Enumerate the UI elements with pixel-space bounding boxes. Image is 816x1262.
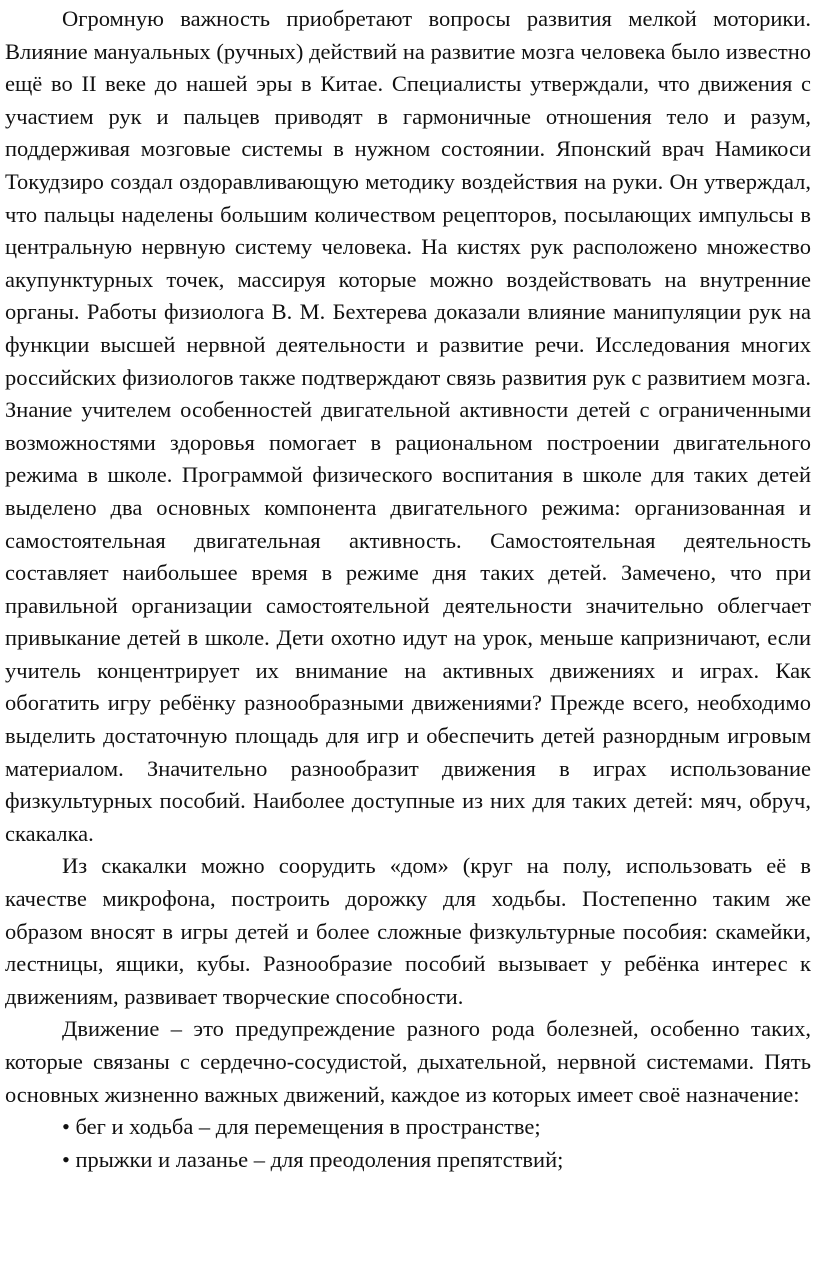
paragraph-fine-motor-skills: Огромную важность приобретают вопросы развития мелкой моторики. Влияние мануальных (ручных) действий на развитие мозга человека было известно ещё во II веке до нашей эры в Китае. Специалисты утверждали, что движения с участием рук и пальцев приводят в гармоничные отношения тело и разум, поддерживая мозговые системы в нужном состоянии. Японский врач Намикоси Токудзиро создал оздоравливающую методику воздействия на руки. Он утверждал, что пальцы наделены большим количеством рецепторов, посылающих импульсы в центральную нервную систему человека. На кистях рук расположено множество акупунктурных точек, массируя которые можно воздействовать на внутренние органы. Работы физиолога В. М. Бехтерева доказали влияние манипуляции рук на функции высшей нервной деятельности и развитие речи. Исследования многих российских физиологов также подтверждают связь развития рук с развитием мозга. Знание учителем особенностей двигательной активности детей с ограниченными возможностями здоровья помогает в рациональном построении двигательного режима в школе. Программой физического воспитания в школе для таких детей выделено два основных компонента двигательного режима: организованная и самостоятельная двигательная активность. Самостоятельная деятельность составляет наибольшее время в режиме дня таких детей. Замечено, что при правильной организации самостоятельной деятельности значительно облегчает привыкание детей в школе. Дети охотно идут на урок, меньше капризничают, если учитель концентрирует их внимание на активных движениях и играх. Как обогатить игру ребёнку разнообразными движениями? Прежде всего, необходимо выделить достаточную площадь для игр и обеспечить детей разнордным игровым материалом. Значительно разнообразит движения в играх использование физкультурных пособий. Наиболее доступные из них для таких детей: мяч, обруч, скакалка. (5, 6, 811, 846)
bullet-icon: • (62, 1146, 70, 1172)
list-item (5, 1144, 811, 1177)
list-item-text: прыжки и лазанье – для преодоления препятствий; (75, 1146, 564, 1172)
list-item (5, 1111, 811, 1144)
movement-list (5, 1111, 811, 1176)
paragraph-movement: Движение – это предупреждение разного рода болезней, особенно таких, которые связаны с сердечно-сосудистой, дыхательной, нервной системами. Пять основных жизненно важных движений, каждое из которых имеет своё назначение: (5, 1016, 811, 1107)
bullet-icon: • (62, 1114, 70, 1140)
paragraph-jump-rope: Из скакалки можно соорудить «дом» (круг на полу, использовать её в качестве микрофона, построить дорожку для ходьбы. Постепенно таким же образом вносят в игры детей и более сложные физкультурные пособия: скамейки, лестницы, ящики, кубы. Разнообразие пособий вызывает у ребёнка интерес к движениям, развивает творческие способности. (5, 853, 811, 1009)
list-item-text: бег и ходьба – для перемещения в пространстве; (75, 1114, 541, 1140)
